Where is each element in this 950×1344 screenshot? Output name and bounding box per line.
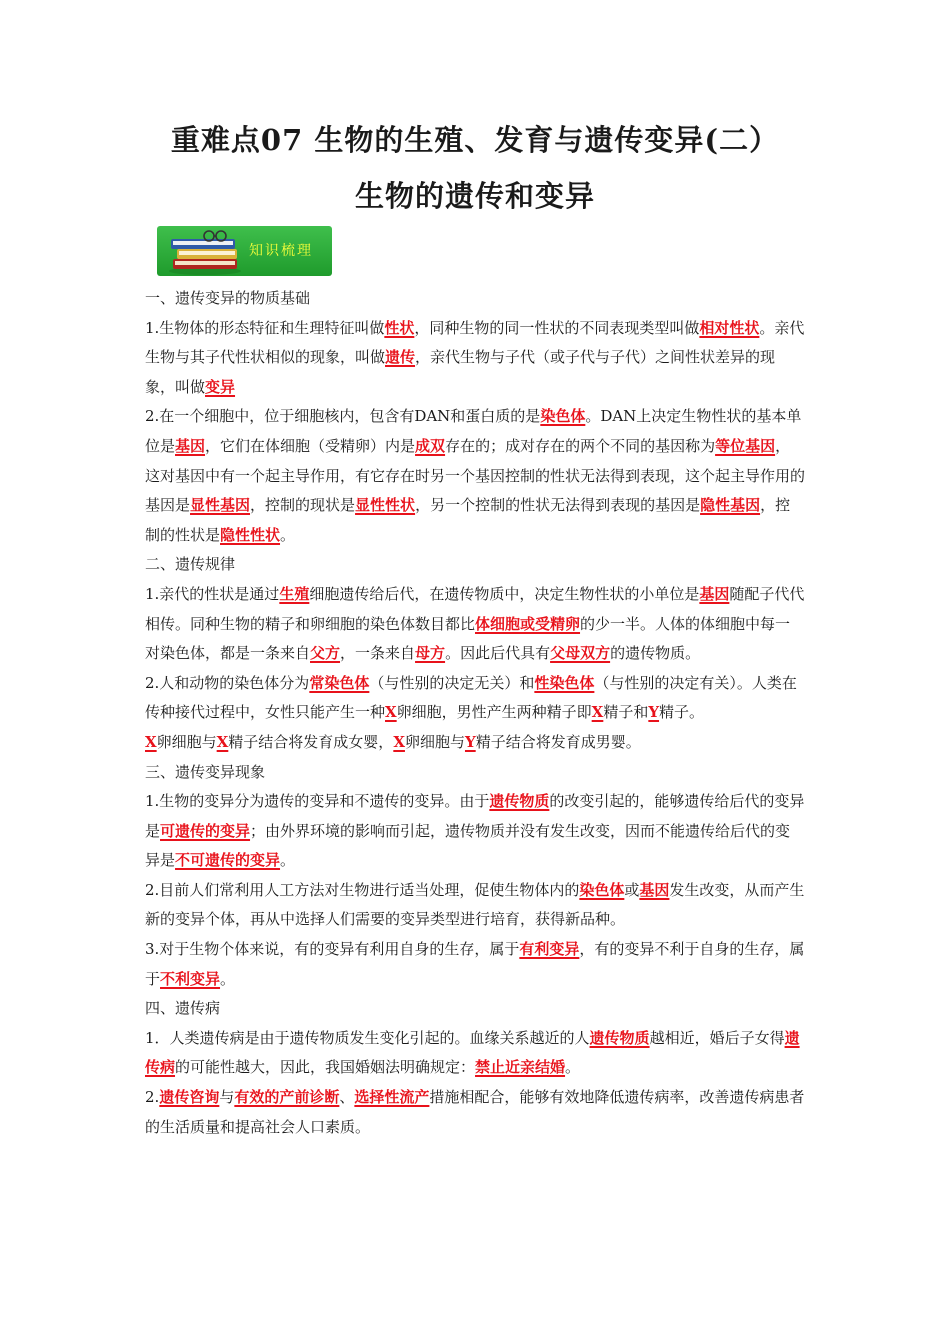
text-run: 。 bbox=[220, 969, 236, 988]
text-run: 细胞遗传给后代，在遗传物质中，决定生物性状的小单位是 bbox=[309, 584, 700, 603]
answer-term: Y bbox=[648, 703, 660, 722]
text-run: 1.生物的变异分为遗传的变异和不遗传的变异。由于 bbox=[145, 792, 490, 811]
text-run: 精子结合将发育成男婴。 bbox=[475, 732, 641, 751]
answer-term: 父方 bbox=[310, 644, 341, 663]
answer-term: 遗传病 bbox=[145, 1028, 800, 1077]
text-run: 的遗传物质。 bbox=[610, 644, 701, 663]
answer-term: 隐性基因 bbox=[700, 496, 761, 515]
text-run: 2. bbox=[145, 1088, 160, 1107]
text-run: 与 bbox=[219, 1088, 235, 1107]
answer-term: 隐性性状 bbox=[220, 525, 281, 544]
text-run: 或 bbox=[624, 880, 640, 899]
page-subtitle: 生物的遗传和变异 bbox=[354, 179, 595, 213]
answer-term: 染色体 bbox=[579, 880, 625, 899]
paragraph bbox=[145, 314, 805, 403]
text-run: 的可能性越大，因此，我国婚姻法明确规定： bbox=[175, 1058, 476, 1077]
paragraph bbox=[145, 580, 805, 669]
answer-term: 相对性状 bbox=[699, 318, 760, 337]
answer-term: X bbox=[385, 703, 397, 722]
answer-term: 等位基因 bbox=[715, 436, 776, 455]
text-run: 。因此后代具有 bbox=[445, 644, 551, 663]
text-run: ，另一个控制的性状无法得到表现的基因是 bbox=[415, 496, 701, 515]
text-run: ，控制的现状是 bbox=[250, 496, 356, 515]
answer-term: 染色体 bbox=[540, 407, 586, 426]
text-run: 3.对于生物个体来说，有的变异有利用自身的生存，属于 bbox=[145, 940, 520, 959]
text-run: （与性别的决定无关）和 bbox=[369, 673, 535, 692]
answer-term: 可遗传的变异 bbox=[160, 821, 251, 840]
answer-term: 有效的产前诊断 bbox=[234, 1088, 340, 1107]
text-run: ；由外界环境的影响而引起，遗传物质并没有发生改变，因而不能遗传给后代的变异是 bbox=[145, 821, 791, 870]
page-title: 重难点07 生物的生殖、发育与遗传变异(二） bbox=[170, 123, 780, 157]
paragraph bbox=[145, 1083, 805, 1142]
answer-term: 显性基因 bbox=[190, 496, 251, 515]
text-run: 、 bbox=[339, 1088, 355, 1107]
text-run: 。亲代生物与其子代性状相似的现象，叫做 bbox=[145, 318, 805, 367]
text-run: 。 bbox=[565, 1058, 581, 1077]
answer-term: 基因 bbox=[639, 880, 670, 899]
answer-term: X bbox=[393, 732, 405, 751]
books-icon bbox=[165, 226, 251, 276]
text-run: 精子和 bbox=[603, 703, 649, 722]
paragraph bbox=[145, 402, 805, 550]
text-run: ，控制的性状是 bbox=[145, 496, 791, 544]
answer-term: Y bbox=[464, 732, 476, 751]
answer-term: 遗传咨询 bbox=[159, 1088, 220, 1107]
text-run: 存在的；成对存在的两个不同的基因称为 bbox=[445, 436, 716, 455]
text-run: （与性别的决定有关）。人类在传种接代过程中，女性只能产生一种 bbox=[145, 673, 797, 722]
answer-term: X bbox=[145, 732, 157, 751]
answer-term: 遗传物质 bbox=[589, 1028, 650, 1047]
text-run: 2.在一个细胞中，位于细胞核内，包含有DAN和蛋白质的是 bbox=[145, 407, 541, 426]
text-run: 。 bbox=[280, 525, 296, 544]
text-run: 2.人和动物的染色体分为 bbox=[145, 673, 310, 692]
paragraph bbox=[145, 1024, 805, 1083]
section-badge bbox=[157, 226, 332, 276]
badge-label: 知识梳理 bbox=[249, 243, 313, 259]
answer-term: 常染色体 bbox=[309, 673, 370, 692]
paragraph bbox=[145, 669, 805, 728]
answer-term: 生殖 bbox=[279, 584, 310, 603]
answer-term: 不利变异 bbox=[160, 969, 221, 988]
paragraph bbox=[145, 876, 805, 935]
text-run: ，这对基因中有一个起主导作用，有它存在时另一个基因控制的性状无法得到表现，这个起主导作用的基因是 bbox=[145, 436, 806, 515]
text-run: ，一条来自 bbox=[340, 644, 416, 663]
text-run: 的改变引起的，能够遗传给后代的变异是 bbox=[145, 792, 805, 840]
answer-term: 基因 bbox=[699, 584, 730, 603]
text-run: 发生改变，从而产生新的变异个体，再从中选择人们需要的变异类型进行培育，获得新品种。 bbox=[145, 880, 805, 929]
text-run: 越相近，婚后子女得 bbox=[649, 1028, 785, 1047]
text-run: 精子结合将发育成女婴， bbox=[228, 732, 394, 751]
section-heading: 四、遗传病 bbox=[145, 999, 221, 1018]
text-run: 1.生物体的形态特征和生理特征叫做 bbox=[145, 318, 385, 337]
text-run: 卵细胞，男性产生两种精子即 bbox=[396, 703, 592, 722]
text-run: 措施相配合，能够有效地降低遗传病率，改善遗传病患者的生活质量和提高社会人口素质。 bbox=[145, 1088, 805, 1136]
paragraph bbox=[145, 787, 805, 876]
answer-term: 体细胞或受精卵 bbox=[475, 614, 581, 633]
text-run: ，亲代生物与子代（或子代与子代）之间性状差异的现象，叫做 bbox=[145, 348, 776, 396]
text-run: 1.亲代的性状是通过 bbox=[145, 584, 280, 603]
text-run: 。DAN上决定生物性状的基本单位是 bbox=[145, 407, 802, 455]
answer-term: 禁止近亲结婚 bbox=[475, 1058, 566, 1077]
answer-term: X bbox=[216, 732, 229, 751]
answer-term: 遗传 bbox=[385, 348, 416, 367]
text-run: 卵细胞与 bbox=[156, 732, 217, 751]
answer-term: 选择性流产 bbox=[354, 1088, 430, 1107]
text-run: 2.目前人们常利用人工方法对生物进行适当处理，促使生物体内的 bbox=[145, 880, 580, 899]
text-run: 精子。 bbox=[659, 703, 705, 722]
answer-term: 有利变异 bbox=[519, 940, 580, 959]
section-heading: 一、遗传变异的物质基础 bbox=[145, 289, 311, 307]
text-run: 随配子代代相传。同种生物的精子和卵细胞的染色体数目都比 bbox=[145, 584, 805, 633]
text-run: ，有的变异不利于自身的生存，属于 bbox=[145, 940, 805, 988]
answer-term: 父母双方 bbox=[550, 644, 611, 663]
text-run: 1．人类遗传病是由于遗传物质发生变化引起的。血缘关系越近的人 bbox=[145, 1028, 590, 1047]
answer-term: 性染色体 bbox=[534, 673, 595, 692]
answer-term: 显性性状 bbox=[355, 496, 416, 515]
answer-term: 遗传物质 bbox=[489, 792, 550, 811]
text-run: 的少一半。人体的体细胞中每一对染色体，都是一条来自 bbox=[145, 614, 791, 663]
section-heading: 二、遗传规律 bbox=[145, 555, 236, 574]
text-run: ，它们在体细胞（受精卵）内是 bbox=[205, 436, 416, 455]
answer-term: 母方 bbox=[415, 644, 446, 663]
answer-term: 基因 bbox=[175, 436, 206, 455]
text-run: 卵细胞与 bbox=[404, 732, 465, 751]
paragraph bbox=[145, 728, 805, 758]
answer-term: 性状 bbox=[384, 318, 415, 337]
document-body bbox=[145, 284, 805, 1142]
answer-term: 成双 bbox=[415, 436, 446, 455]
text-run: 。 bbox=[280, 851, 296, 870]
text-run: ，同种生物的同一性状的不同表现类型叫做 bbox=[414, 318, 700, 337]
answer-term: 不可遗传的变异 bbox=[175, 851, 281, 870]
section-heading: 三、遗传变异现象 bbox=[145, 762, 266, 781]
paragraph bbox=[145, 935, 805, 994]
answer-term: X bbox=[591, 703, 604, 722]
answer-term: 变异 bbox=[205, 377, 236, 396]
